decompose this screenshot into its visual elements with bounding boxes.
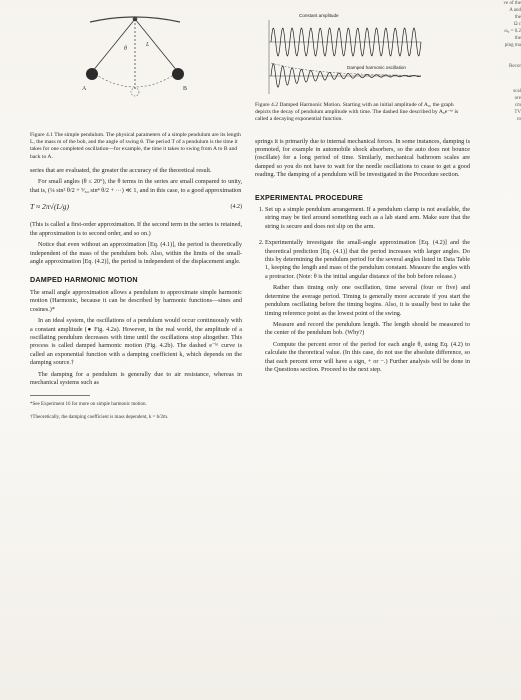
- equation-4-2: [30, 203, 242, 211]
- edge-fragment: A and: [509, 8, 521, 13]
- edge-fragment: Ω c: [513, 22, 521, 27]
- step-2-paragraph-d: Compute the percent error of the period for each angle θ, using Eq. (4.2) to calculate the theoretical value. (In this case, do not use the absolute difference, so that each percent error will have a sign, + or −.) Further analysis will be done in the Questions section. Proceed to the next step.: [265, 340, 470, 373]
- step-2-paragraph-b: Rather than timing only one oscillation, time several (four or five) and determine the average period. Timing is generally more accurate if you start the pendulum oscillating before the timing begins. Also, it is usually best to take the timing reference point as the lowest point of the swing.: [265, 284, 470, 317]
- step-2-paragraph-c: Measure and record the pendulum length. The length should be measured to the center of the pendulum bob. (Why?): [265, 320, 470, 337]
- paragraph-small-angle-approx: The small angle approximation allows a pendulum to approximate simple harmonic motion (Harmonic, because it can be described by harmonic functions—sines and cosines.)*: [30, 288, 242, 313]
- figure-4-1-caption: Figure 4.1 The simple pendulum. The physical parameters of a simple pendulum are its length L, the mass m of the bob, and the angle of swing θ. The period T of a pendulum is the time it takes for one completed oscillation—for example, the time it takes to swing from A to B and back to A.: [30, 132, 241, 160]
- step-1-text: Set up a simple pendulum arrangement. If a pendulum clamp is not available, the string may be tied around something such as a lab stand arm. Make sure that the string is secure and does not slip on the arm.: [265, 206, 470, 230]
- edge-fragment: cm: [514, 103, 521, 108]
- left-column: [30, 10, 242, 422]
- paragraph-first-order: (This is called a first-order approximation. If the second term in the series is retained, the approximation is to second order, and so on.): [30, 221, 242, 237]
- procedure-step-2: [265, 239, 470, 374]
- paragraph-damping-pendulum: The damping for a pendulum is generally due to air resistance, whereas in mechanical systems such as: [30, 370, 242, 386]
- section-heading-experimental: EXPERIMENTAL PROCEDURE: [255, 192, 363, 202]
- edge-fragment: Recor: [509, 64, 521, 69]
- svg-text:θ: θ: [124, 46, 127, 52]
- edge-fragment: ore: [514, 96, 521, 101]
- edge-fragment: TV: [514, 110, 521, 115]
- label-constant-amplitude: Constant amplitude: [299, 13, 339, 18]
- equation-text: T ≈ 2π√(L/g): [30, 202, 70, 212]
- step-2-paragraph-a: 2. Experimentally investigate the small-angle approximation [Eq. (4.2)] and the theoretical prediction [Eq. (4.1)] that the period increases with larger angles. Do this by determining the pendulum period for the several angles listed in Data Table 1, keeping the length and mass of the pendulum constant. Measure the angles with a protractor. (Note: θ is the initial angular distance of the bob before release.): [265, 239, 470, 280]
- edge-fragment: the: [514, 36, 521, 41]
- svg-text:L: L: [146, 42, 150, 48]
- svg-text:B: B: [183, 86, 188, 92]
- figure-4-2-caption: Figure 4.2 Damped Harmonic Motion. Starting with an initial amplitude of A₀, the graph depicts the decay of pendulum amplitude with time. The dashed line described by A₀e⁻ᵏᵗ is called a decaying exponential function.: [255, 102, 459, 123]
- label-damped-oscillation: Damped harmonic oscillation: [347, 65, 406, 70]
- svg-text:A: A: [82, 86, 87, 92]
- footnote-divider: [30, 395, 90, 396]
- paragraph-small-angles: For small angles (θ ≤ 20°), the θ terms in the series are small compared to unity, that is, (¼ sin² θ/2 + ⁹⁄₆₄ sin⁴ θ/2 + ···) ≪ 1, and in this case, to a good approximation: [30, 178, 242, 194]
- footnote-2: †Theoretically, the damping coefficient is mass dependent, k = b/2m.: [30, 415, 169, 421]
- edge-fragment: ω₀ = 0.2: [504, 29, 521, 34]
- pendulum-diagram-icon: [30, 10, 242, 130]
- paragraph-notice: Notice that even without an approximation [Eq. (4.1)], the period is theoretically independent of the mass of the pendulum bob. Also, within the limits of the small-angle approximation [Eq. (4.2)], the period is independent of the displacement angle.: [30, 241, 242, 266]
- procedure-steps: [255, 206, 470, 374]
- footnote-1: *See Experiment 16 for more on simple harmonic motion.: [30, 402, 147, 408]
- paragraph-series: series that are evaluated, the greater the accuracy of the theoretical result.: [30, 166, 212, 174]
- edge-fragment: ve of the: [503, 1, 521, 6]
- pendulum-figure: [30, 10, 242, 130]
- figure-4-2: [255, 10, 470, 102]
- edge-fragment: scal: [513, 89, 521, 94]
- paragraph-springs: springs it is primarily due to internal mechanical forces. In some instances, damping is promoted, for example in automobile shock absorbers, so the auto does not bounce (oscillate) for a long period of time. Similarly, mechanical bathroom scales are damped so you do not have to wait for the needle oscillations to cease to get a good reading. The damping of a pendulum will be investigated in the Procedure section.: [255, 137, 470, 179]
- equation-number: (4.2): [230, 204, 242, 211]
- edge-fragment: the: [514, 15, 521, 20]
- edge-fragment: ping ma: [504, 43, 521, 48]
- adjacent-page-edge: [476, 0, 521, 150]
- procedure-step-1: [265, 206, 470, 231]
- right-column: [255, 10, 470, 378]
- paragraph-ideal-system: In an ideal system, the oscillations of a pendulum would occur continuously with a constant amplitude (● Fig. 4.2a). However, in the real world, the amplitude of a oscillating pendulum decreases with time until the oscillations stop altogether. This process is called damped harmonic motion (Fig. 4.2b). The dashed e⁻ᵏᵗ curve is called an exponential function with a damping coefficient k, which depends on the damping source.†: [30, 317, 242, 367]
- damped-oscillation-graph-icon: [255, 10, 470, 102]
- edge-fragment: ro: [516, 117, 521, 122]
- section-heading-damped: DAMPED HARMONIC MOTION: [30, 275, 138, 285]
